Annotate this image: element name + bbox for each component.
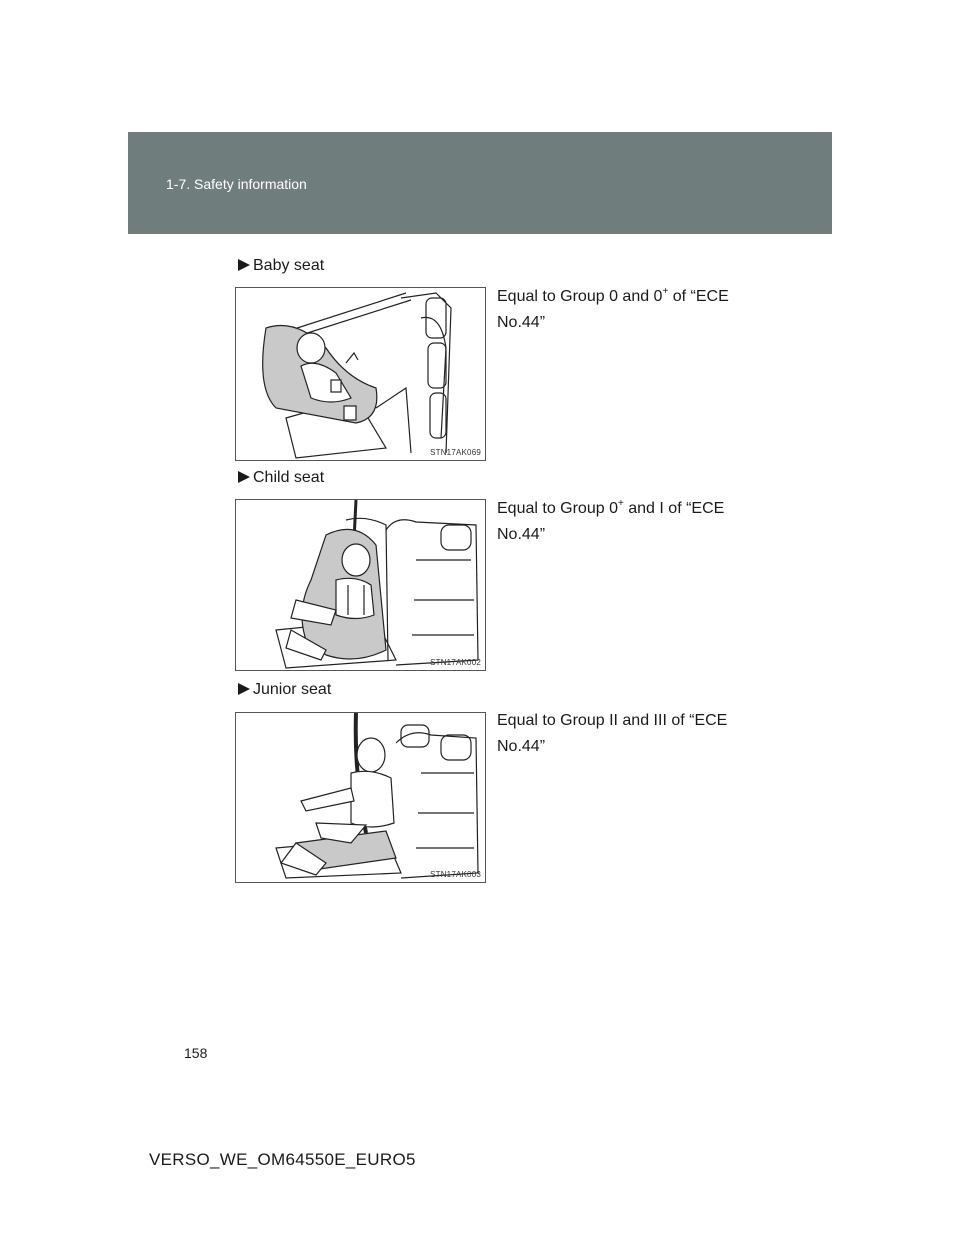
figure-code: STN17AK003 bbox=[430, 870, 481, 879]
page-number: 158 bbox=[184, 1045, 208, 1061]
section-title: 1-7. Safety information bbox=[166, 176, 307, 192]
triangle-bullet-icon bbox=[238, 683, 250, 695]
baby-seat-description: Equal to Group 0 and 0+ of “ECE No.44” bbox=[497, 285, 729, 331]
figure-code: STN17AK069 bbox=[430, 448, 481, 457]
child-seat-drawing bbox=[236, 500, 485, 670]
child-seat-illustration bbox=[235, 499, 486, 671]
child-seat-description: Equal to Group 0+ and I of “ECE No.44” bbox=[497, 497, 725, 543]
triangle-bullet-icon bbox=[238, 471, 250, 483]
baby-seat-drawing bbox=[236, 288, 485, 460]
figure-code: STN17AK002 bbox=[430, 658, 481, 667]
baby-seat-illustration bbox=[235, 287, 486, 461]
section-label-baby-seat: Baby seat bbox=[238, 257, 324, 275]
junior-seat-description: Equal to Group II and III of “ECE No.44” bbox=[497, 712, 728, 755]
document-code: VERSO_WE_OM64550E_EURO5 bbox=[149, 1150, 416, 1169]
header-band bbox=[128, 132, 832, 234]
junior-seat-drawing bbox=[236, 713, 485, 882]
section-label-junior-seat: Junior seat bbox=[238, 681, 331, 699]
junior-seat-illustration bbox=[235, 712, 486, 883]
triangle-bullet-icon bbox=[238, 259, 250, 271]
section-label-child-seat: Child seat bbox=[238, 469, 324, 487]
